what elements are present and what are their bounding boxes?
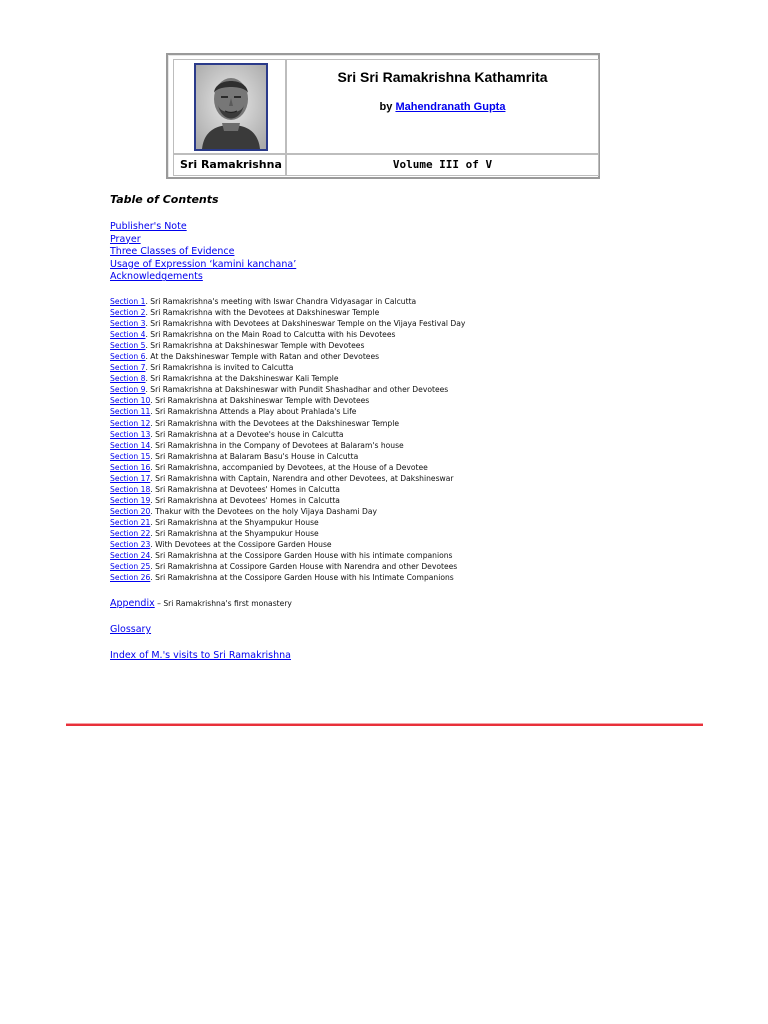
appendix-desc: – Sri Ramakrishna's first monastery (154, 599, 292, 608)
section-link[interactable]: Section 7 (110, 363, 146, 373)
section-desc: . Thakur with the Devotees on the holy Vijaya Dashami Day (150, 506, 378, 516)
appendix-link[interactable]: Appendix (110, 598, 155, 609)
section-row (110, 495, 465, 506)
section-row (110, 506, 465, 517)
section-desc: . Sri Ramakrishna is invited to Calcutta (145, 363, 294, 373)
section-link[interactable]: Section 16 (110, 462, 151, 472)
section-link[interactable]: Section 12 (110, 418, 151, 428)
usage-expression-link[interactable]: Usage of Expression ‘kamini kanchana’ (110, 258, 297, 270)
volume-cell (286, 154, 599, 176)
section-row (110, 473, 465, 484)
section-link[interactable]: Section 26 (110, 573, 151, 583)
three-classes-link[interactable]: Three Classes of Evidence (110, 246, 235, 258)
section-row (110, 462, 465, 473)
author-link[interactable]: Mahendranath Gupta (395, 101, 506, 113)
section-link[interactable]: Section 2 (110, 308, 146, 318)
section-link[interactable]: Section 22 (110, 528, 151, 538)
photo-cell (173, 59, 286, 154)
section-link[interactable]: Section 5 (110, 341, 146, 351)
portrait-image (196, 65, 266, 149)
acknowledgements-link[interactable]: Acknowledgements (110, 271, 203, 283)
section-row (110, 418, 465, 429)
section-desc: . Sri Ramakrishna at Devotees' Homes in Calcutta (150, 484, 340, 494)
section-desc: . Sri Ramakrishna at Dakshineswar with Pundit Shashadhar and other Devotees (145, 385, 449, 395)
section-row (110, 517, 465, 528)
section-desc: . Sri Ramakrishna's meeting with Iswar Chandra Vidyasagar in Calcutta (145, 297, 417, 306)
section-desc: . Sri Ramakrishna at Dakshineswar Temple with Devotees (150, 396, 370, 406)
section-link[interactable]: Section 3 (110, 319, 146, 329)
section-desc: . Sri Ramakrishna at Devotees' Homes in Calcutta (150, 495, 340, 505)
section-link[interactable]: Section 20 (110, 506, 151, 516)
section-link[interactable]: Section 24 (110, 551, 151, 561)
section-link[interactable]: Section 25 (110, 562, 151, 572)
section-row (110, 539, 465, 550)
section-desc: . Sri Ramakrishna at a Devotee's house in Calcutta (150, 429, 344, 439)
section-desc: . Sri Ramakrishna with Devotees at Dakshineswar Temple on the Vijaya Festival Day (145, 319, 466, 329)
index-visits-link[interactable]: Index of M.'s visits to Sri Ramakrishna (110, 650, 291, 661)
section-desc: . Sri Ramakrishna at the Shyampukur House (150, 528, 319, 538)
section-link[interactable]: Section 21 (110, 517, 151, 527)
section-link[interactable]: Section 10 (110, 396, 151, 406)
volume-label: Volume III of V (392, 158, 493, 171)
glossary-line (110, 624, 151, 635)
section-desc: . Sri Ramakrishna, accompanied by Devotees, at the House of a Devotee (150, 462, 428, 472)
caption-cell (173, 154, 286, 176)
section-row (110, 561, 465, 572)
section-row (110, 340, 465, 351)
section-desc: . Sri Ramakrishna at Cossipore Garden House with Narendra and other Devotees (150, 562, 458, 572)
horizontal-rule (66, 723, 703, 726)
photo-caption: Sri Ramakrishna (180, 158, 282, 171)
section-row (110, 362, 465, 373)
book-title: Sri Sri Ramakrishna Kathamrita (337, 69, 548, 85)
section-desc: . Sri Ramakrishna at the Cossipore Garden House with his Intimate Companions (150, 573, 454, 583)
section-row (110, 572, 465, 583)
toc-heading: Table of Contents (110, 193, 219, 206)
section-desc: . Sri Ramakrishna Attends a Play about Prahlada's Life (150, 407, 357, 417)
section-desc: . Sri Ramakrishna with Captain, Narendra and other Devotees, at Dakshineswar (150, 473, 454, 483)
section-desc: . Sri Ramakrishna on the Main Road to Calcutta with his Devotees (145, 330, 396, 340)
section-desc: . At the Dakshineswar Temple with Ratan and other Devotees (145, 352, 380, 362)
section-row (110, 406, 465, 417)
section-desc: . Sri Ramakrishna with the Devotees at the Dakshineswar Temple (150, 418, 399, 428)
section-link[interactable]: Section 15 (110, 451, 151, 461)
section-link[interactable]: Section 8 (110, 374, 146, 384)
by-prefix: by (379, 101, 393, 113)
portrait-photo (194, 63, 268, 151)
section-link[interactable]: Section 11 (110, 407, 151, 417)
section-row (110, 307, 465, 318)
section-link[interactable]: Section 13 (110, 429, 151, 439)
title-cell (286, 59, 599, 154)
section-row (110, 296, 465, 307)
section-row (110, 395, 465, 406)
section-link[interactable]: Section 4 (110, 330, 146, 340)
section-link[interactable]: Section 6 (110, 352, 146, 362)
section-link[interactable]: Section 23 (110, 540, 151, 550)
section-link[interactable]: Section 18 (110, 484, 151, 494)
index-line (110, 650, 291, 661)
section-desc: . Sri Ramakrishna in the Company of Devotees at Balaram's house (150, 440, 404, 450)
section-row (110, 318, 465, 329)
section-desc: . Sri Ramakrishna at Balaram Basu's House in Calcutta (150, 451, 359, 461)
section-row (110, 484, 465, 495)
section-link[interactable]: Section 14 (110, 440, 151, 450)
appendix-line (110, 598, 292, 609)
front-matter-list (110, 221, 296, 284)
prayer-link[interactable]: Prayer (110, 233, 141, 245)
section-link[interactable]: Section 9 (110, 385, 146, 395)
section-list (110, 296, 465, 583)
glossary-link[interactable]: Glossary (110, 624, 152, 635)
section-row (110, 528, 465, 539)
section-row (110, 329, 465, 340)
section-desc: . Sri Ramakrishna at the Dakshineswar Kali Temple (145, 374, 339, 384)
section-desc: . Sri Ramakrishna at the Cossipore Garden House with his intimate companions (150, 551, 453, 561)
section-desc: . Sri Ramakrishna at the Shyampukur House (150, 517, 319, 527)
section-desc: . Sri Ramakrishna with the Devotees at Dakshineswar Temple (145, 308, 380, 318)
section-row (110, 351, 465, 362)
section-row (110, 429, 465, 440)
section-link[interactable]: Section 17 (110, 473, 151, 483)
section-row (110, 384, 465, 395)
section-row (110, 440, 465, 451)
section-row (110, 373, 465, 384)
section-desc: . With Devotees at the Cossipore Garden House (150, 540, 332, 550)
section-row (110, 451, 465, 462)
byline (287, 101, 598, 113)
section-row (110, 550, 465, 561)
section-desc: . Sri Ramakrishna at Dakshineswar Temple with Devotees (145, 341, 365, 351)
section-link[interactable]: Section 1 (110, 297, 146, 306)
header-table (166, 53, 600, 179)
section-link[interactable]: Section 19 (110, 495, 151, 505)
publishers-note-link[interactable]: Publisher's Note (110, 221, 187, 232)
